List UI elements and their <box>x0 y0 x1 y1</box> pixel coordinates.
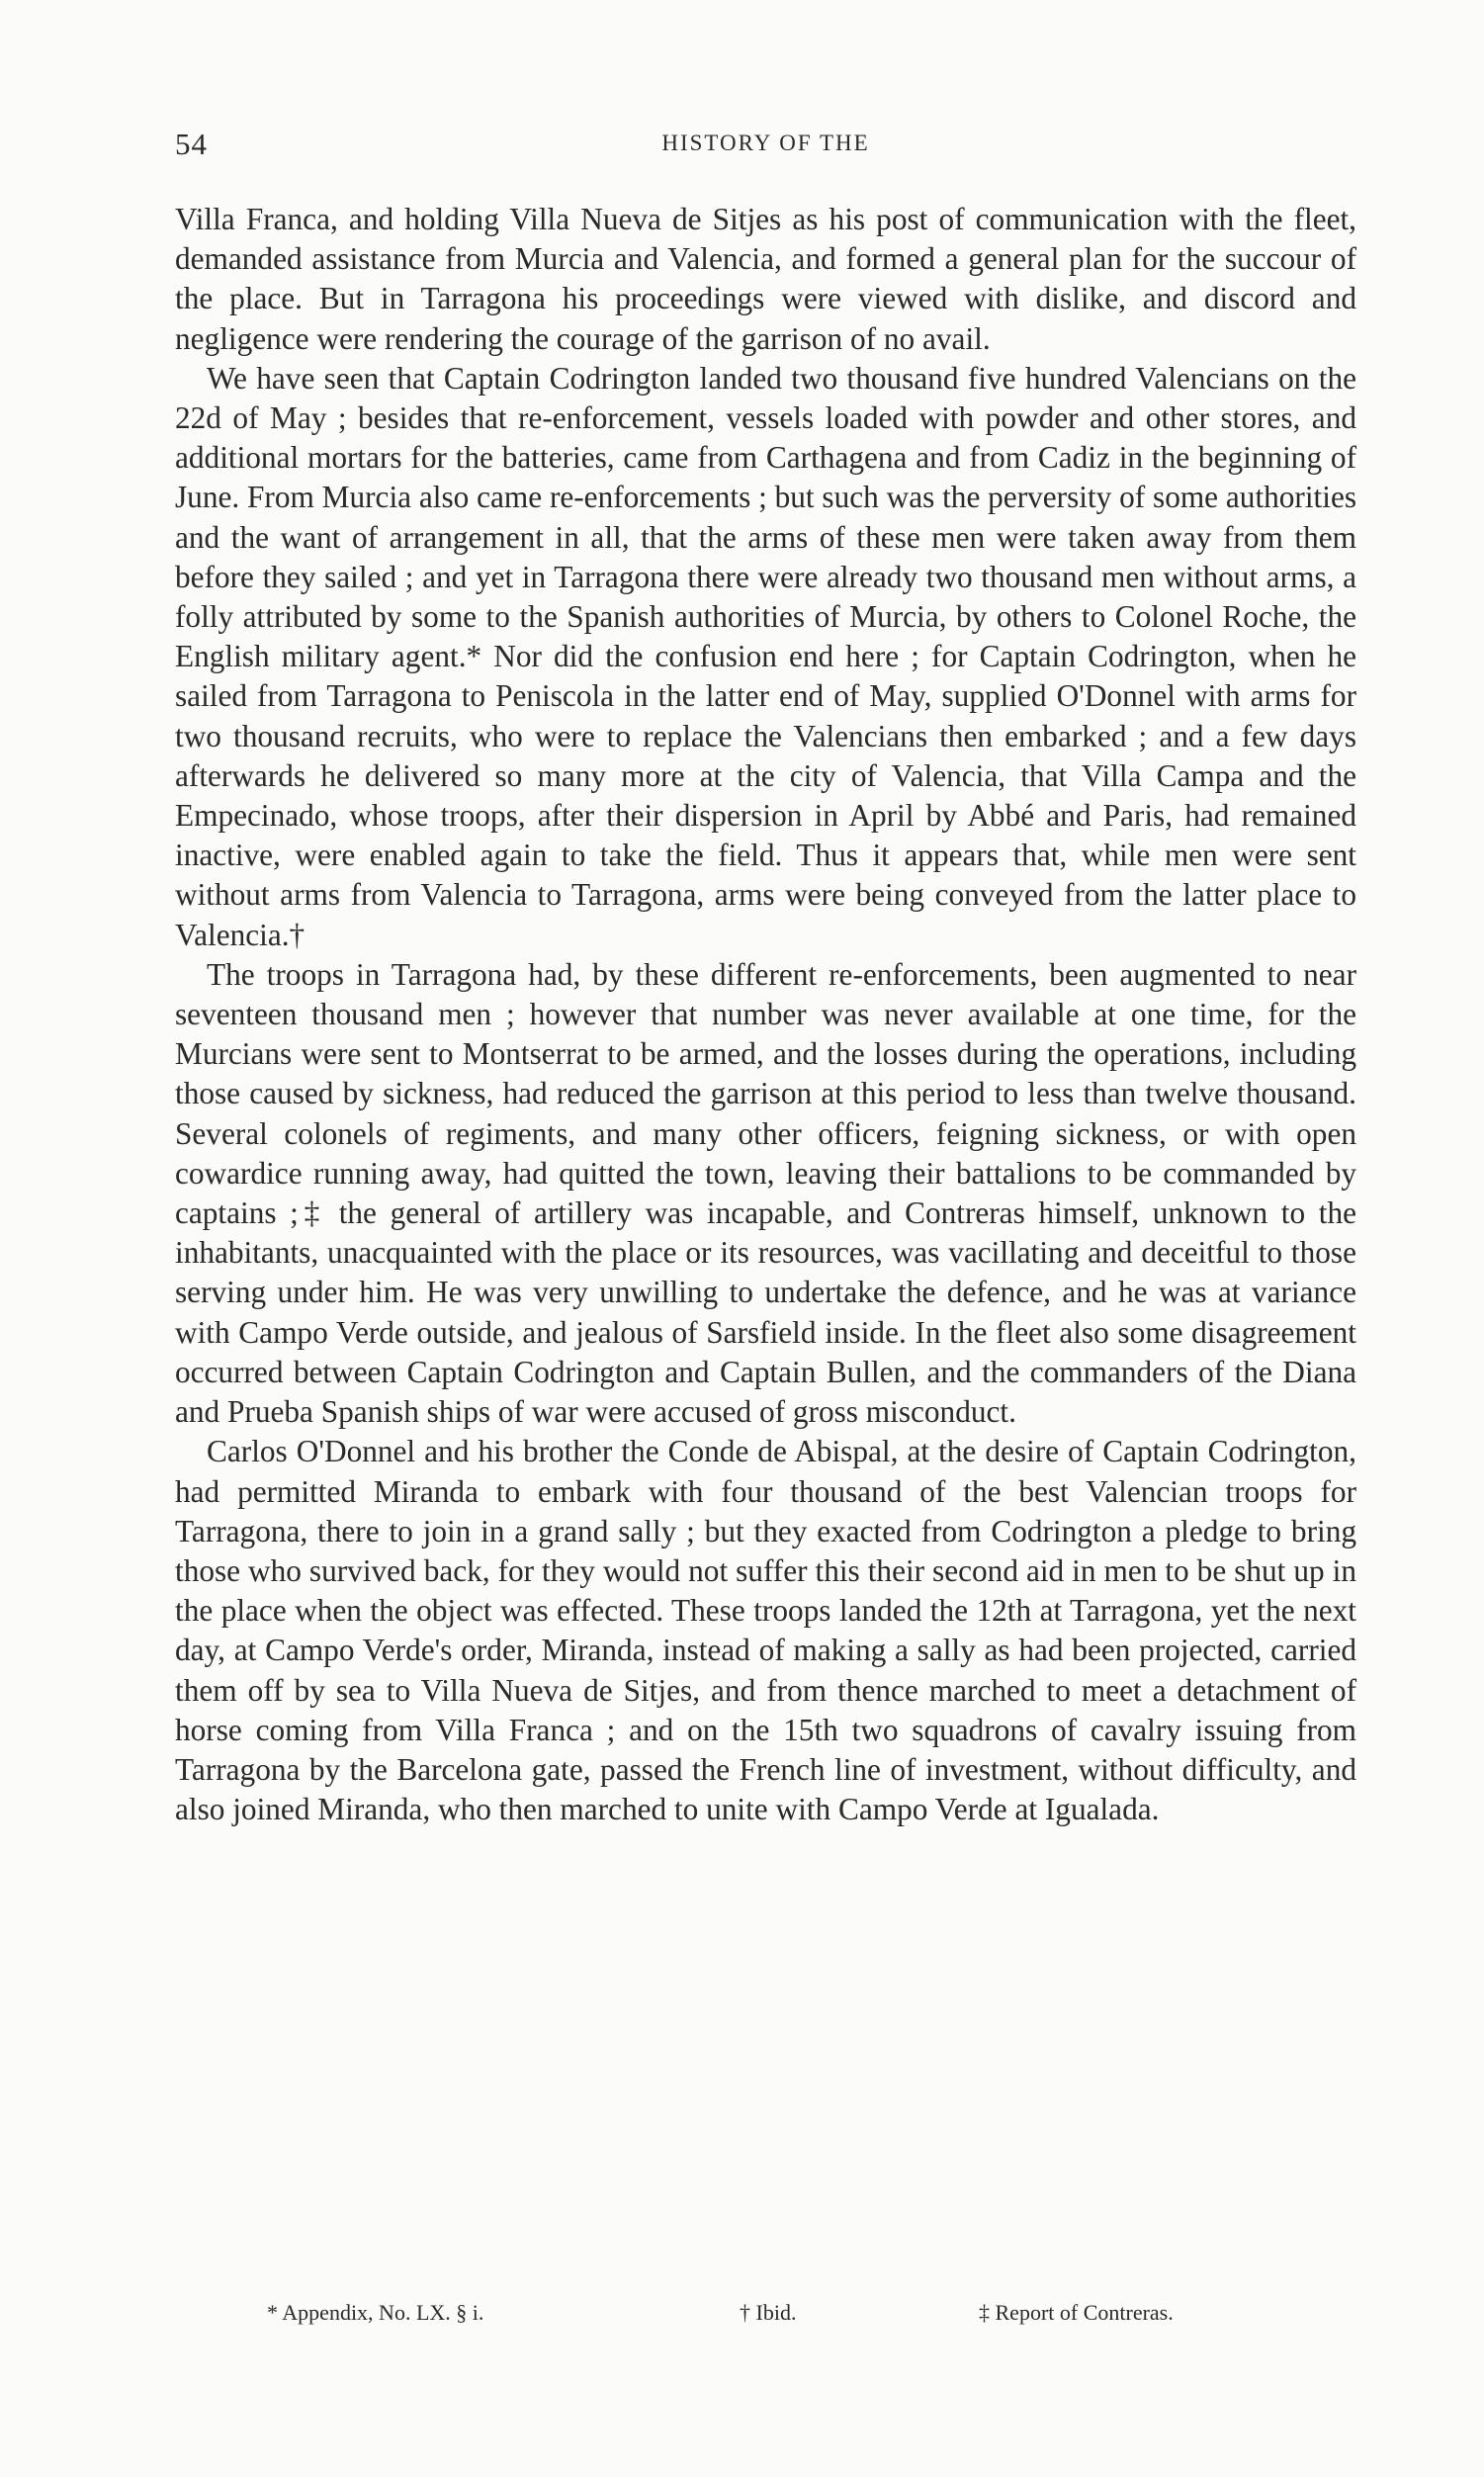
running-head <box>175 127 1356 166</box>
footnote-ibid: † Ibid. <box>740 2300 797 2325</box>
footnote-report: ‡ Report of Contreras. <box>979 2300 1174 2325</box>
body-text <box>175 200 1356 1829</box>
paragraph-3: The troops in Tarragona had, by these different re-enforcements, been augmented to near seventeen thousand men ; however that number was never available at one time, for the Murcians were sent to Montserrat to be armed, and the losses during the operations, including those caused by sickness, had reduced the garrison at this period to less than twelve thousand. Several colonels of regiments, and many other officers, feigning sickness, or with open cowardice running away, had quitted the town, leaving their battalions to be commanded by captains ;‡ the general of artillery was incapable, and Contreras himself, unknown to the inhabitants, unacquainted with the place or its resources, was vacillating and deceitful to those serving under him. He was very unwilling to undertake the defence, and he was at variance with Campo Verde outside, and jealous of Sarsfield inside. In the fleet also some disagreement occurred between Captain Codrington and Captain Bullen, and the commanders of the Diana and Prueba Spanish ships of war were accused of gross misconduct. <box>175 956 1356 1430</box>
running-title: HISTORY OF THE <box>661 131 870 155</box>
paragraph-4: Carlos O'Donnel and his brother the Conde de Abispal, at the desire of Captain Codrington, had permitted Miranda to embark with four thousand of the best Valencian troops for Tarragona, there to join in a grand sally ; but they exacted from Codrington a pledge to bring those who survived back, for they would not suffer this their second aid in men to be shut up in the place when the object was effected. These troops landed the 12th at Tarragona, yet the next day, at Campo Verde's order, Miranda, instead of making a sally as had been projected, carried them off by sea to Villa Nueva de Sitjes, and from thence marched to meet a detachment of horse coming from Villa Franca ; and on the 15th two squadrons of cavalry issuing from Tarragona by the Barcelona gate, passed the French line of investment, without difficulty, and also joined Miranda, who then marched to unite with Campo Verde at Igualada. <box>175 1434 1356 1827</box>
page-number: 54 <box>175 127 208 161</box>
paragraph-2: We have seen that Captain Codrington landed two thousand five hundred Valencians on the 22d of May ; besides that re-enforcement, vessels loaded with powder and other stores, and additional mortars for the batteries, came from Carthagena and from Cadiz in the beginning of June. From Murcia also came re-enforcements ; but such was the perversity of some authorities and the want of arrangement in all, that the arms of these men were taken away from them before they sailed ; and yet in Tarragona there were already two thousand men without arms, a folly attributed by some to the Spanish authorities of Murcia, by others to Colonel Roche, the English military agent.* Nor did the confusion end here ; for Captain Codrington, when he sailed from Tarragona to Peniscola in the latter end of May, supplied O'Donnel with arms for two thousand recruits, who were to replace the Valencians then embarked ; and a few days afterwards he delivered so many more at the city of Valencia, that Villa Campa and the Empecinado, whose troops, after their dispersion in April by Abbé and Paris, had remained inactive, were enabled again to take the field. Thus it appears that, while men were sent without arms from Valencia to Tarragona, arms were being conveyed from the latter place to Valencia.† <box>175 360 1357 952</box>
paragraph-1: Villa Franca, and holding Villa Nueva de Sitjes as his post of communication with the fleet, demanded assistance from Murcia and Valencia, and formed a general plan for the succour of the place. But in Tarragona his proceedings were viewed with dislike, and discord and negligence were rendering the courage of the garrison of no avail. <box>175 202 1356 356</box>
footnote-appendix: * Appendix, No. LX. § i. <box>267 2300 484 2325</box>
